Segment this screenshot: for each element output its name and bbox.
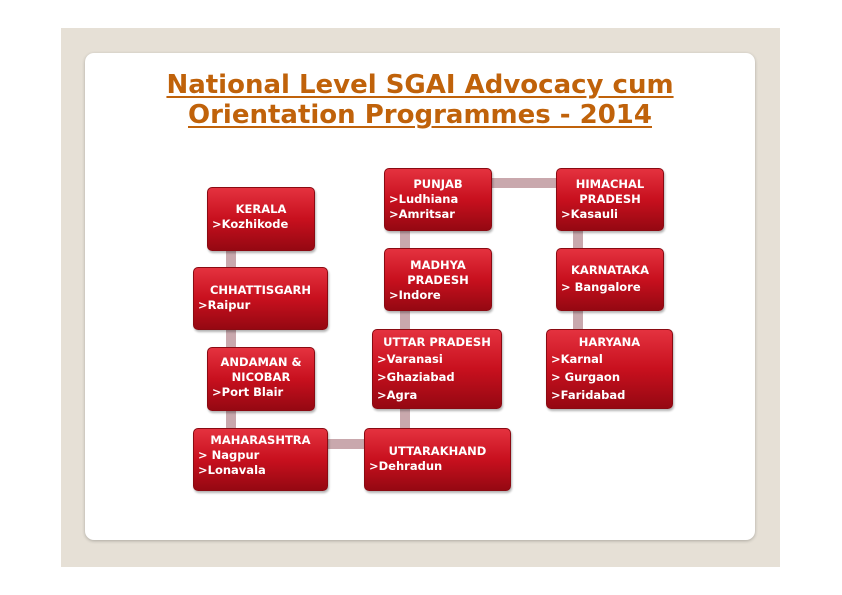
city-name: >Kasauli (561, 207, 618, 221)
state-name: KERALA (235, 202, 287, 216)
programme-box-madhya-pradesh (384, 248, 492, 311)
title-line-1: National Level SGAI Advocacy cum (166, 70, 674, 100)
state-name: UTTAR PRADESH (383, 335, 491, 349)
programme-box-andaman-nicobar (207, 347, 315, 411)
programme-box-uttarakhand (364, 428, 511, 491)
page-title (85, 70, 755, 130)
state-name: MADHYA (410, 258, 466, 272)
programme-box-karnataka (556, 248, 664, 311)
state-name: PUNJAB (413, 177, 463, 191)
programme-box-uttar-pradesh (372, 329, 502, 409)
state-name: NICOBAR (231, 370, 291, 384)
connector (573, 310, 583, 330)
state-name: CHHATTISGARH (209, 283, 312, 297)
city-name: >Port Blair (212, 385, 284, 399)
city-name: >Karnal (551, 352, 603, 366)
state-name: ANDAMAN & (220, 355, 302, 369)
programme-box-himachal-pradesh (556, 168, 664, 231)
city-name: >Amritsar (389, 207, 455, 221)
connector (490, 178, 558, 188)
city-name: >Varanasi (377, 352, 443, 366)
city-name: >Kozhikode (212, 217, 289, 231)
state-name: HARYANA (578, 335, 641, 349)
connector (400, 408, 410, 430)
connector (226, 410, 236, 430)
programme-box-chhattisgarh (193, 267, 328, 330)
state-name: PRADESH (579, 192, 641, 206)
connector (400, 310, 410, 330)
city-name: >Lonavala (198, 463, 266, 477)
programme-box-maharashtra (193, 428, 328, 491)
state-name: KARNATAKA (571, 263, 649, 277)
connector (573, 230, 583, 250)
state-name: MAHARASHTRA (210, 433, 311, 447)
city-name: >Dehradun (369, 459, 443, 473)
city-name: > Nagpur (198, 448, 260, 462)
city-name: >Faridabad (551, 388, 626, 402)
city-name: >Ghaziabad (377, 370, 455, 384)
connector (400, 230, 410, 250)
city-name: >Indore (389, 288, 441, 302)
state-name: HIMACHAL (575, 177, 645, 191)
city-name: > Gurgaon (551, 370, 621, 384)
city-name: > Bangalore (561, 280, 641, 294)
title-line-2: Orientation Programmes - 2014 (188, 100, 652, 130)
programme-box-haryana (546, 329, 673, 409)
city-name: >Agra (377, 388, 418, 402)
city-name: >Raipur (198, 298, 251, 312)
programme-box-kerala (207, 187, 315, 251)
connector (328, 439, 364, 449)
state-name: PRADESH (407, 273, 469, 287)
programme-box-punjab (384, 168, 492, 231)
city-name: >Ludhiana (389, 192, 459, 206)
state-name: UTTARAKHAND (388, 444, 487, 458)
